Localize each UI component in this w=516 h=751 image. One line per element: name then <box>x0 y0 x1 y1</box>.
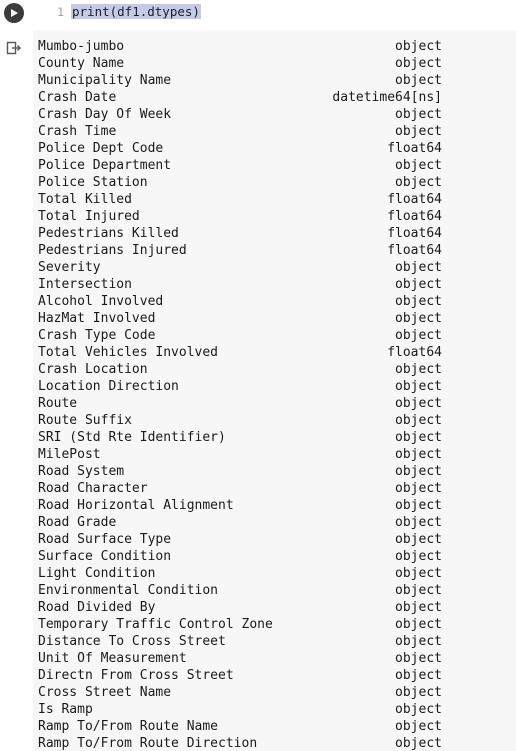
run-cell-button[interactable] <box>4 3 24 23</box>
column-name: Road Surface Type <box>38 532 172 547</box>
column-name: Police Department <box>38 158 172 173</box>
dtype-row <box>38 242 442 259</box>
column-name: Police Station <box>38 175 148 190</box>
column-name: Route <box>38 396 78 411</box>
column-dtype: object <box>395 566 442 581</box>
column-dtype: object <box>395 668 442 683</box>
column-name: Ramp To/From Route Name <box>38 719 219 734</box>
column-name: Crash Date <box>38 90 117 105</box>
column-dtype: object <box>395 600 442 615</box>
play-icon <box>9 8 19 18</box>
dtype-row <box>38 378 442 395</box>
column-dtype: object <box>395 175 442 190</box>
column-name: Unit Of Measurement <box>38 651 187 666</box>
column-name: Municipality Name <box>38 73 172 88</box>
column-dtype: object <box>395 73 442 88</box>
dtype-row <box>38 123 442 140</box>
dtype-row <box>38 735 442 751</box>
column-name: Total Killed <box>38 192 132 207</box>
dtype-row <box>38 412 442 429</box>
dtype-row <box>38 310 442 327</box>
dtype-row <box>38 667 442 684</box>
column-dtype: object <box>395 328 442 343</box>
column-dtype: object <box>395 651 442 666</box>
column-dtype: float64 <box>387 345 442 360</box>
dtype-row <box>38 565 442 582</box>
column-dtype: object <box>395 447 442 462</box>
column-name: Distance To Cross Street <box>38 634 226 649</box>
dtype-row <box>38 701 442 718</box>
dtype-row <box>38 548 442 565</box>
column-dtype: object <box>395 685 442 700</box>
column-name: Temporary Traffic Control Zone <box>38 617 273 632</box>
column-dtype: object <box>395 396 442 411</box>
column-name: Crash Time <box>38 124 117 139</box>
dtype-row <box>38 718 442 735</box>
column-name: Location Direction <box>38 379 179 394</box>
column-name: Police Dept Code <box>38 141 164 156</box>
column-name: Severity <box>38 260 101 275</box>
column-dtype: object <box>395 277 442 292</box>
dtype-row <box>38 225 442 242</box>
column-name: County Name <box>38 56 125 71</box>
column-dtype: object <box>395 39 442 54</box>
column-name: Road Horizontal Alignment <box>38 498 234 513</box>
column-name: Intersection <box>38 277 132 292</box>
column-dtype: object <box>395 515 442 530</box>
column-name: Crash Type Code <box>38 328 156 343</box>
column-name: Environmental Condition <box>38 583 219 598</box>
column-dtype: float64 <box>387 141 442 156</box>
dtype-row <box>38 463 442 480</box>
column-dtype: object <box>395 362 442 377</box>
dtype-row <box>38 276 442 293</box>
line-number: 1 <box>57 5 64 19</box>
column-dtype: object <box>395 124 442 139</box>
column-dtype: datetime64[ns] <box>332 90 442 105</box>
column-dtype: object <box>395 430 442 445</box>
dtype-row <box>38 395 442 412</box>
dtype-row <box>38 599 442 616</box>
dtype-row <box>38 72 442 89</box>
dtype-row <box>38 616 442 633</box>
column-dtype: float64 <box>387 192 442 207</box>
column-dtype: object <box>395 311 442 326</box>
code-cell[interactable] <box>0 0 516 30</box>
column-name: Road System <box>38 464 125 479</box>
column-dtype: object <box>395 107 442 122</box>
column-name: Route Suffix <box>38 413 132 428</box>
dtype-row <box>38 89 442 106</box>
dtype-row <box>38 293 442 310</box>
code-editor-line[interactable]: print(df1.dtypes) <box>72 4 200 19</box>
column-dtype: object <box>395 532 442 547</box>
column-dtype: object <box>395 549 442 564</box>
column-name: Pedestrians Killed <box>38 226 179 241</box>
column-dtype: object <box>395 617 442 632</box>
column-dtype: object <box>395 56 442 71</box>
column-name: Crash Location <box>38 362 148 377</box>
dtype-row <box>38 361 442 378</box>
dtype-row <box>38 514 442 531</box>
column-dtype: object <box>395 379 442 394</box>
dtype-row <box>38 38 442 55</box>
column-name: Is Ramp <box>38 702 93 717</box>
dtype-row <box>38 55 442 72</box>
dtype-row <box>38 582 442 599</box>
dtype-row <box>38 446 442 463</box>
column-name: Total Injured <box>38 209 140 224</box>
column-name: Crash Day Of Week <box>38 107 172 122</box>
column-name: Road Divided By <box>38 600 156 615</box>
column-dtype: object <box>395 583 442 598</box>
column-dtype: float64 <box>387 226 442 241</box>
dtype-row <box>38 429 442 446</box>
column-name: Pedestrians Injured <box>38 243 187 258</box>
dtype-row <box>38 327 442 344</box>
dtype-row <box>38 480 442 497</box>
column-dtype: object <box>395 736 442 751</box>
column-name: SRI (Std Rte Identifier) <box>38 430 226 445</box>
column-name: Ramp To/From Route Direction <box>38 736 258 751</box>
column-dtype: object <box>395 413 442 428</box>
column-dtype: object <box>395 294 442 309</box>
column-dtype: object <box>395 719 442 734</box>
column-name: Total Vehicles Involved <box>38 345 219 360</box>
column-name: Road Character <box>38 481 148 496</box>
dtype-row <box>38 174 442 191</box>
dtype-row <box>38 208 442 225</box>
dtype-row <box>38 531 442 548</box>
column-name: Road Grade <box>38 515 117 530</box>
column-dtype: object <box>395 481 442 496</box>
column-dtype: object <box>395 260 442 275</box>
dtype-row <box>38 106 442 123</box>
column-name: MilePost <box>38 447 101 462</box>
column-name: Alcohol Involved <box>38 294 164 309</box>
column-name: Surface Condition <box>38 549 172 564</box>
column-dtype: object <box>395 158 442 173</box>
dtype-row <box>38 191 442 208</box>
dtype-row <box>38 157 442 174</box>
column-dtype: float64 <box>387 209 442 224</box>
dtype-row <box>38 650 442 667</box>
column-dtype: object <box>395 498 442 513</box>
dtypes-output-text <box>38 38 442 751</box>
dtype-row <box>38 259 442 276</box>
dtype-row <box>38 684 442 701</box>
column-name: Light Condition <box>38 566 156 581</box>
dtype-row <box>38 140 442 157</box>
column-dtype: object <box>395 464 442 479</box>
column-dtype: object <box>395 634 442 649</box>
column-name: Cross Street Name <box>38 685 172 700</box>
dtype-row <box>38 633 442 650</box>
output-redirect-icon[interactable] <box>6 40 22 56</box>
column-name: HazMat Involved <box>38 311 156 326</box>
column-name: Mumbo-jumbo <box>38 39 125 54</box>
dtype-row <box>38 344 442 361</box>
dtype-row <box>38 497 442 514</box>
column-dtype: float64 <box>387 243 442 258</box>
column-name: Directn From Cross Street <box>38 668 234 683</box>
column-dtype: object <box>395 702 442 717</box>
